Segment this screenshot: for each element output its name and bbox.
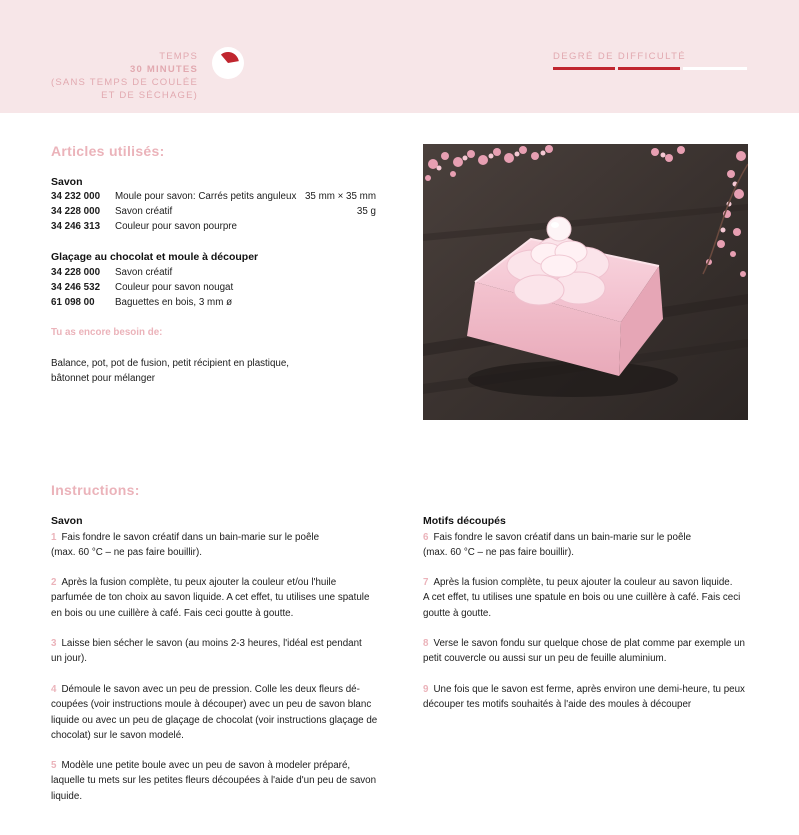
time-value: 30 MINUTES — [130, 64, 198, 75]
article-description: Baguettes en bois, 3 mm ø — [115, 297, 233, 308]
step-line: chocolat) sur le savon modelé. — [51, 730, 184, 742]
instruction-step — [423, 530, 691, 561]
instruction-step — [51, 530, 319, 561]
article-description: Couleur pour savon pourpre — [115, 221, 237, 232]
step-line: Fais fondre le savon créatif dans un bain-marie sur le poêle — [433, 532, 692, 543]
step-number: 9 — [423, 684, 429, 695]
article-number: 34 228 000 — [51, 206, 101, 217]
step-number: 8 — [423, 638, 429, 649]
step-line: laquelle tu mets sur les petites fleurs découpées à l'aide d'un peu de savon — [51, 775, 377, 787]
article-description: Savon créatif — [115, 267, 173, 278]
step-number: 4 — [51, 684, 57, 695]
step-line: parfumée de ton choix au savon liquide. A cet effet, tu utilises une spatule — [51, 592, 370, 604]
instruction-step — [51, 575, 369, 621]
step-number: 7 — [423, 577, 429, 588]
extra-needs-line: Balance, pot, pot de fusion, petit récipient en plastique, — [51, 358, 290, 369]
difficulty-label: DEGRÉ DE DIFFICULTÉ — [553, 51, 687, 62]
group-title-savon: Savon — [51, 176, 83, 188]
article-description: Couleur pour savon nougat — [115, 282, 234, 293]
difficulty-bar-3 — [683, 67, 747, 70]
step-line: Après la fusion complète, tu peux ajouter la couleur et/ou l'huile — [61, 577, 337, 588]
step-line: liquide. — [51, 790, 83, 802]
step-line: A cet effet, tu utilises une spatule en bois ou une cuillère à café. Fais ceci — [423, 592, 741, 604]
time-label: TEMPS — [159, 51, 198, 62]
difficulty-bar-2 — [618, 67, 680, 70]
step-line: découper tes motifs souhaités à l'aide des moules à découper — [423, 699, 692, 711]
instruction-step — [51, 758, 376, 804]
step-line: goutte à goutte. — [423, 607, 492, 619]
time-info — [51, 50, 198, 102]
difficulty-bar-1 — [553, 67, 615, 70]
step-line: Verse le savon fondu sur quelque chose de plat comme par exemple un — [433, 638, 745, 649]
step-line: liquide ou avec un peu de glaçage de chocolat (voir instructions glaçage de — [51, 714, 378, 726]
step-line: un jour). — [51, 653, 87, 665]
step-line: Fais fondre le savon créatif dans un bain-marie sur le poêle — [61, 532, 320, 543]
step-number: 2 — [51, 577, 57, 588]
article-row — [51, 265, 376, 280]
group-title-glacage: Glaçage au chocolat et moule à découper — [51, 251, 259, 263]
step-line: Modèle une petite boule avec un peu de savon à modeler préparé, — [61, 760, 351, 771]
article-row — [51, 280, 376, 295]
article-number: 34 232 000 — [51, 191, 101, 202]
time-note-2: ET DE SÉCHAGE) — [101, 90, 198, 101]
article-number: 34 246 532 — [51, 282, 101, 293]
article-size: 35 g — [356, 206, 376, 217]
step-line: coupées (voir instructions moule à découper) avec un peu de savon blanc — [51, 699, 372, 711]
step-number: 1 — [51, 532, 57, 543]
article-number: 34 246 313 — [51, 221, 101, 232]
instructions-group-motifs: Motifs découpés — [423, 515, 506, 527]
articles-title: Articles utilisés: — [51, 143, 165, 159]
step-number: 5 — [51, 760, 57, 771]
step-line: petit couvercle ou aussi sur un peu de feuille aluminium. — [423, 653, 667, 665]
article-row — [51, 204, 376, 219]
article-description: Moule pour savon: Carrés petits anguleux — [115, 191, 297, 202]
step-line: Laisse bien sécher le savon (au moins 2-3 heures, l'idéal est pendant — [61, 638, 362, 649]
time-note-1: (SANS TEMPS DE COULÉE — [51, 77, 198, 88]
instruction-step — [51, 636, 362, 667]
instructions-group-savon: Savon — [51, 515, 83, 527]
extra-needs-text — [51, 356, 289, 387]
soap-photo — [423, 144, 748, 420]
article-description: Savon créatif — [115, 206, 173, 217]
step-line: Démoule le savon avec un peu de pression. Colle les deux fleurs dé- — [61, 684, 360, 695]
step-number: 3 — [51, 638, 57, 649]
article-row — [51, 295, 376, 310]
extra-needs-title: Tu as encore besoin de: — [51, 327, 163, 338]
clock-icon — [212, 47, 244, 79]
article-row — [51, 219, 376, 234]
article-row — [51, 189, 376, 204]
instruction-step — [423, 575, 740, 621]
instruction-step — [423, 682, 745, 713]
instructions-title: Instructions: — [51, 482, 140, 498]
step-line: Après la fusion complète, tu peux ajouter la couleur au savon liquide. — [433, 577, 733, 588]
article-size: 35 mm × 35 mm — [304, 191, 376, 202]
step-line: (max. 60 °C – ne pas faire bouillir). — [51, 547, 202, 559]
article-number: 34 228 000 — [51, 267, 101, 278]
step-line: en bois ou une cuillère à café. Fais ceci goutte à goutte. — [51, 607, 294, 619]
instruction-step — [51, 682, 377, 744]
instruction-step — [423, 636, 745, 667]
step-number: 6 — [423, 532, 429, 543]
step-line: (max. 60 °C – ne pas faire bouillir). — [423, 547, 574, 559]
extra-needs-line: bâtonnet pour mélanger — [51, 373, 156, 385]
step-line: Une fois que le savon est ferme, après environ une demi-heure, tu peux — [433, 684, 745, 695]
article-number: 61 098 00 — [51, 297, 95, 308]
